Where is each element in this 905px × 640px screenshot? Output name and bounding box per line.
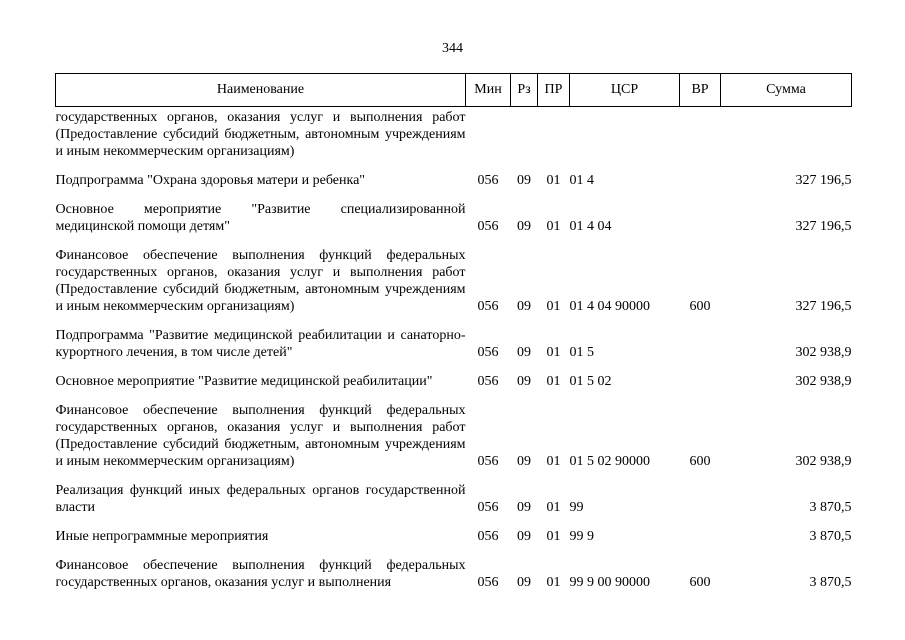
cell-sum: 327 196,5: [795, 173, 852, 188]
cell-sum: 302 938,9: [795, 454, 852, 469]
cell-pr: 01: [546, 173, 561, 188]
cell-pr: 01: [546, 575, 561, 590]
table-row: [56, 373, 852, 390]
cell-sum: 302 938,9: [795, 345, 852, 360]
cell-sum: [721, 107, 852, 161]
cell-csr: 99 9 00 90000: [569, 575, 650, 590]
cell-vr: [680, 172, 721, 189]
cell-name: Финансовое обеспечение выполнения функций федеральных государственных органов, оказания услуг и выполнения работ (Предоставление субсидий бюджетным, автономным учреждениям и иным некоммерческим организациям): [55, 248, 466, 314]
row-spacer: [56, 361, 852, 373]
cell-pr: 01: [546, 345, 561, 360]
table-row: [56, 201, 852, 235]
cell-name: Подпрограмма "Охрана здоровья матери и ребенка": [55, 173, 366, 188]
table-row: [56, 528, 852, 545]
cell-min: [466, 107, 511, 161]
cell-pr: [538, 107, 570, 161]
header-min: Мин: [466, 74, 511, 107]
cell-csr: 01 5 02: [569, 374, 612, 389]
cell-pr: 01: [546, 529, 561, 544]
cell-vr: [680, 373, 721, 390]
cell-pr: 01: [546, 299, 561, 314]
cell-vr: [680, 482, 721, 516]
cell-sum: 3 870,5: [809, 500, 852, 515]
cell-name: Финансовое обеспечение выполнения функций федеральных государственных органов, оказания услуг и выполнения работ (Предоставление субсидий бюджетным, автономным учреждениям и иным некоммерческим организациям): [55, 403, 466, 469]
row-spacer: [56, 545, 852, 557]
row-spacer: [56, 235, 852, 247]
cell-csr: 99 9: [569, 529, 594, 544]
row-spacer: [56, 315, 852, 327]
cell-csr: 01 5 02 90000: [569, 454, 650, 469]
cell-pr: 01: [546, 374, 561, 389]
cell-name: государственных органов, оказания услуг и выполнения работ (Предоставление субсидий бюджетным, автономным учреждениям и иным некоммерческим организациям): [55, 110, 466, 159]
cell-min: 056: [477, 173, 499, 188]
cell-name: Основное мероприятие "Развитие специализированной медицинской помощи детям": [55, 202, 466, 234]
cell-csr: 99: [569, 500, 584, 515]
cell-name: Иные непрограммные мероприятия: [55, 529, 269, 544]
cell-min: 056: [477, 299, 499, 314]
cell-sum: 327 196,5: [795, 219, 852, 234]
row-spacer: [56, 390, 852, 402]
header-csr: ЦСР: [570, 74, 680, 107]
row-spacer: [56, 516, 852, 528]
cell-rz: 09: [517, 500, 531, 515]
header-vr: ВР: [680, 74, 721, 107]
header-name: Наименование: [56, 74, 466, 107]
header-pr: ПР: [538, 74, 570, 107]
cell-rz: [511, 107, 538, 161]
row-spacer: [56, 189, 852, 201]
table-row: [56, 402, 852, 470]
cell-min: 056: [477, 219, 499, 234]
cell-vr: [680, 528, 721, 545]
cell-csr: 01 5: [569, 345, 594, 360]
cell-min: 056: [477, 454, 499, 469]
cell-csr: [570, 107, 680, 161]
cell-pr: 01: [546, 500, 561, 515]
cell-min: 056: [477, 345, 499, 360]
cell-csr: 01 4 04: [569, 219, 612, 234]
cell-name: Основное мероприятие "Развитие медицинской реабилитации": [55, 374, 433, 389]
cell-sum: 3 870,5: [809, 575, 852, 590]
cell-vr: [680, 107, 721, 161]
row-spacer: [56, 470, 852, 482]
page-number: 344: [442, 41, 463, 56]
cell-rz: 09: [517, 299, 531, 314]
cell-csr: 01 4: [569, 173, 594, 188]
cell-vr: 600: [689, 575, 711, 590]
cell-vr: 600: [689, 454, 711, 469]
table-row: [56, 327, 852, 361]
table-row: [56, 557, 852, 591]
cell-rz: 09: [517, 345, 531, 360]
cell-rz: 09: [517, 219, 531, 234]
cell-sum: 3 870,5: [809, 529, 852, 544]
cell-rz: 09: [517, 173, 531, 188]
table-row: [56, 482, 852, 516]
budget-table: [55, 73, 852, 591]
cell-min: 056: [477, 500, 499, 515]
cell-pr: 01: [546, 219, 561, 234]
cell-rz: 09: [517, 575, 531, 590]
cell-sum: 327 196,5: [795, 299, 852, 314]
cell-name: Финансовое обеспечение выполнения функций федеральных государственных органов, оказания услуг и выполнения: [55, 558, 466, 590]
cell-vr: 600: [689, 299, 711, 314]
table-row: [56, 247, 852, 315]
cell-name: Реализация функций иных федеральных органов государственной власти: [55, 483, 466, 515]
header-rz: Рз: [511, 74, 538, 107]
cell-rz: 09: [517, 454, 531, 469]
cell-min: 056: [477, 529, 499, 544]
cell-min: 056: [477, 575, 499, 590]
cell-rz: 09: [517, 374, 531, 389]
table-row: [56, 107, 852, 161]
cell-name: Подпрограмма "Развитие медицинской реабилитации и санаторно-курортного лечения, в том числе детей": [55, 328, 466, 360]
cell-vr: [680, 201, 721, 235]
table-header-row: [56, 74, 852, 107]
cell-vr: [680, 327, 721, 361]
cell-sum: 302 938,9: [795, 374, 852, 389]
row-spacer: [56, 160, 852, 172]
cell-min: 056: [477, 374, 499, 389]
table-row: [56, 172, 852, 189]
cell-rz: 09: [517, 529, 531, 544]
header-sum: Сумма: [721, 74, 852, 107]
cell-pr: 01: [546, 454, 561, 469]
cell-csr: 01 4 04 90000: [569, 299, 650, 314]
